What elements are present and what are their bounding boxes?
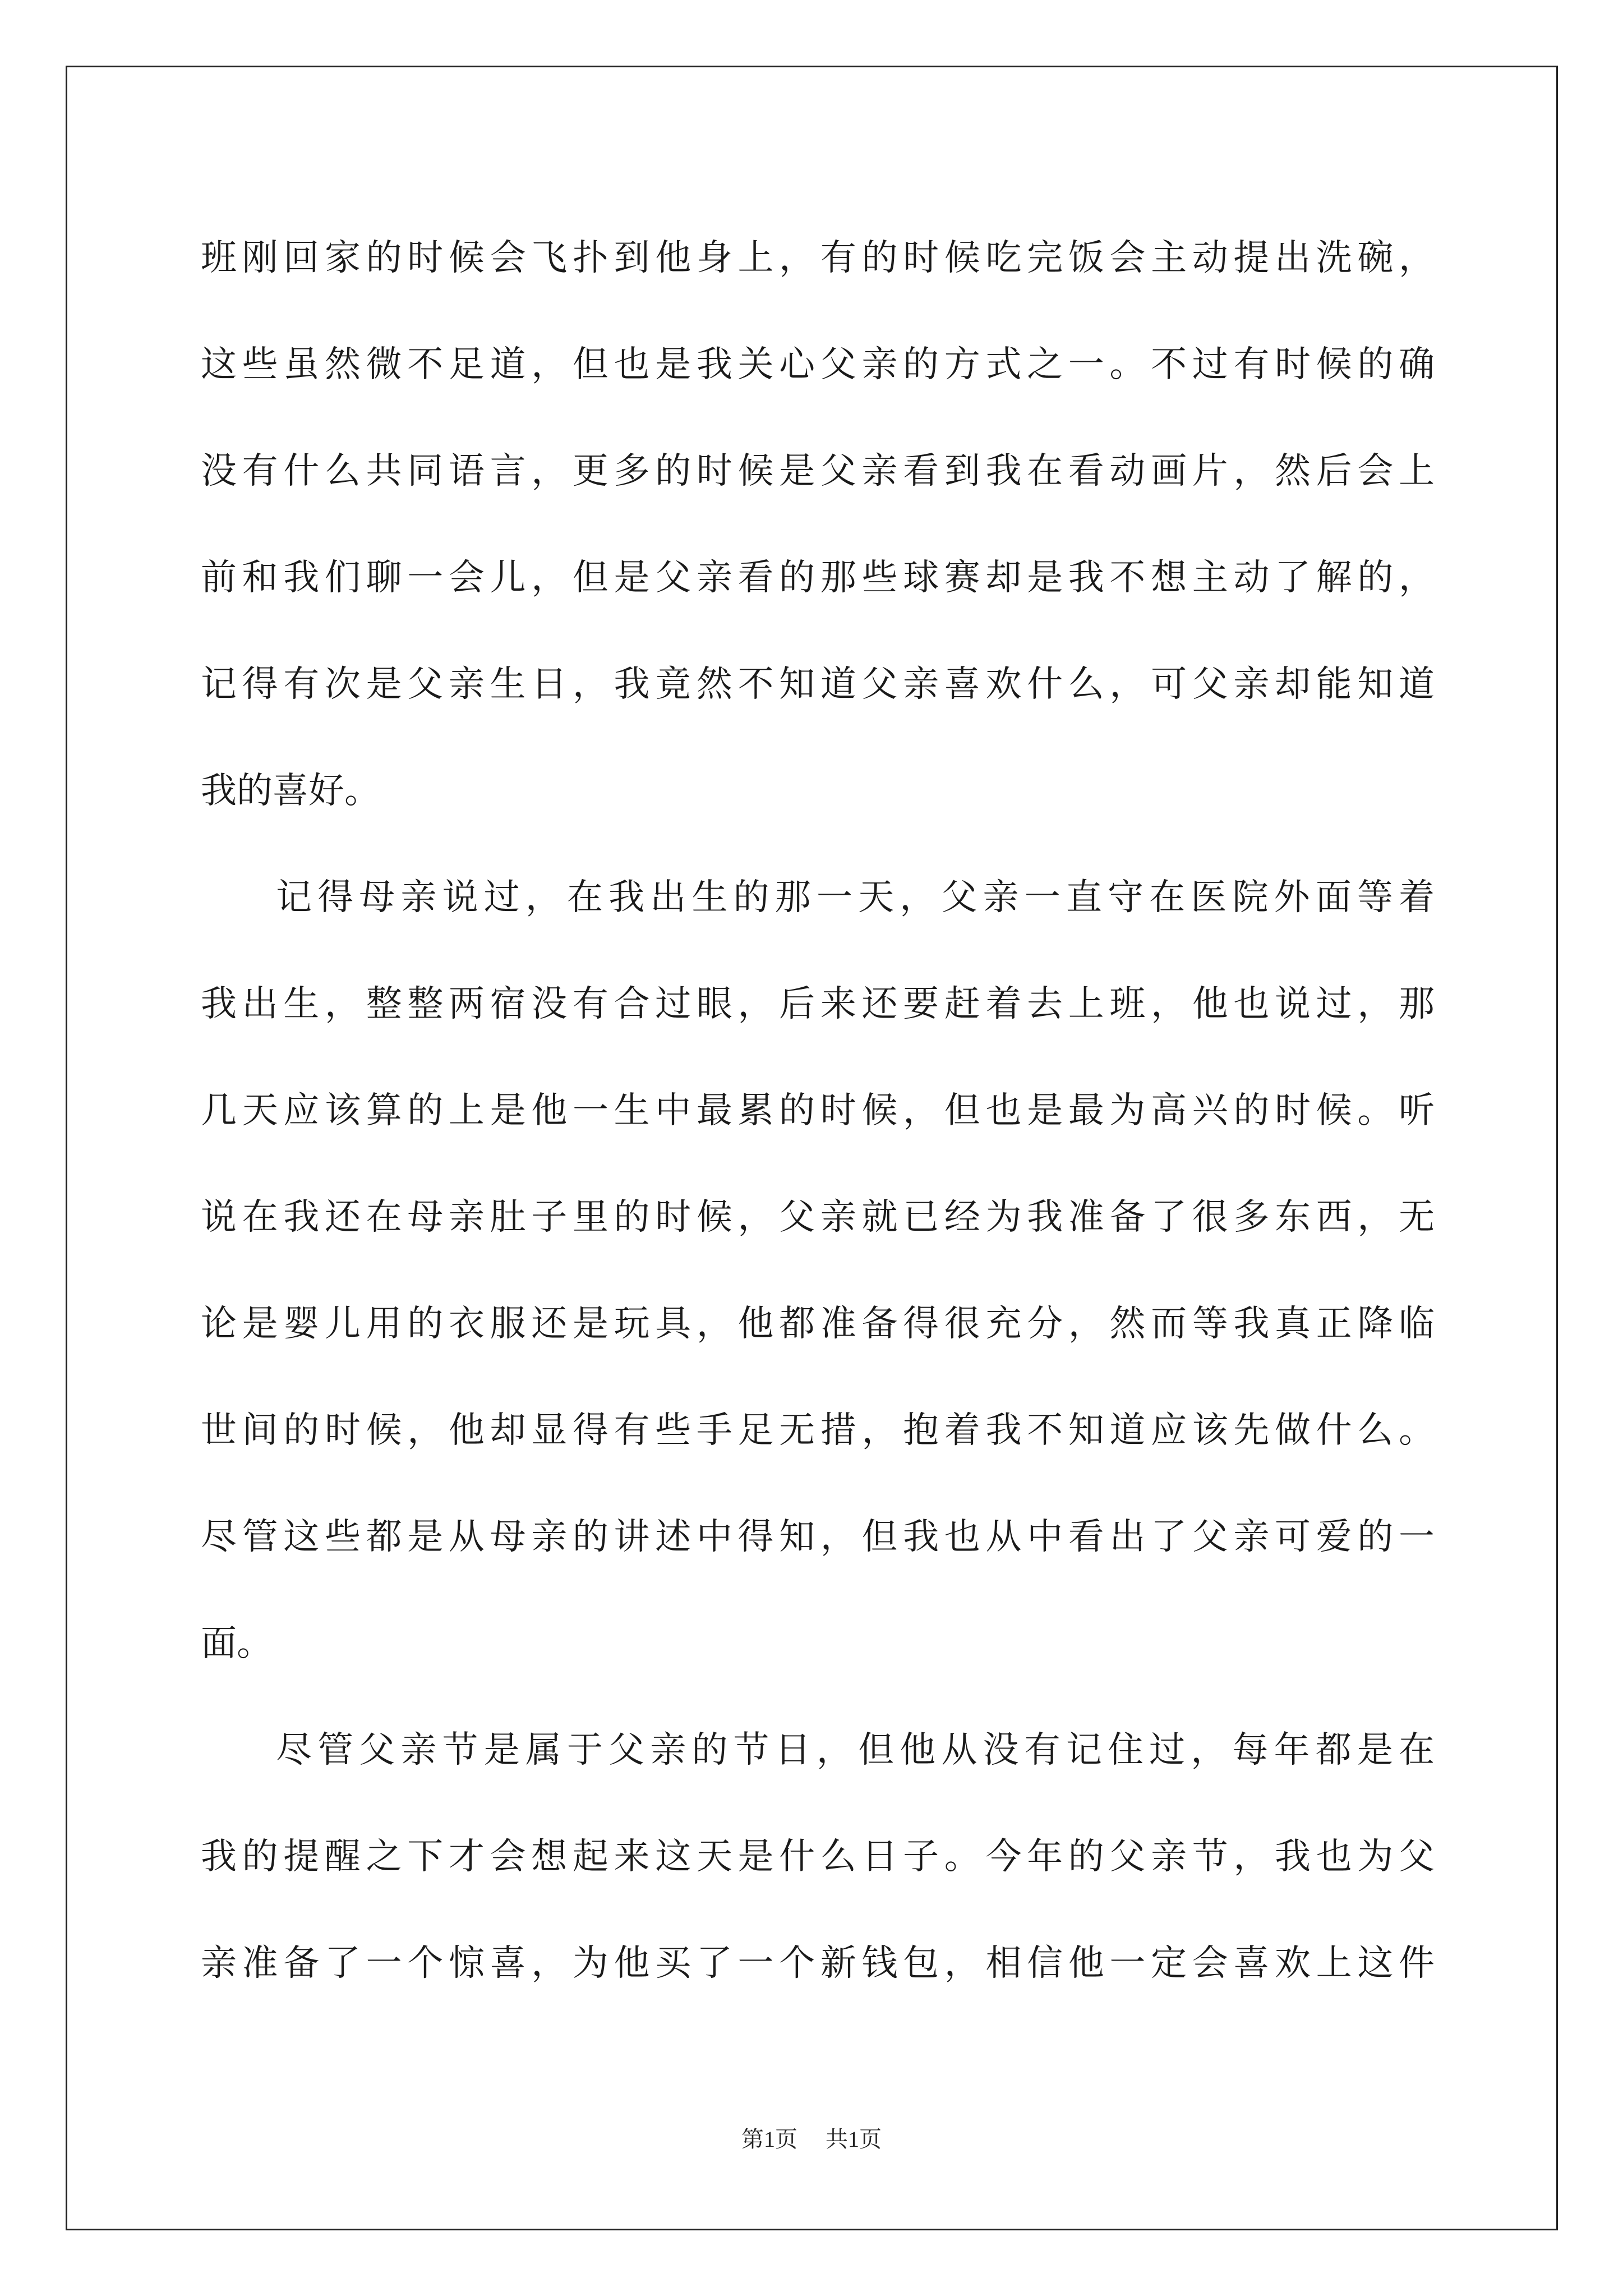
- text-line: 记得母亲说过，在我出生的那一天，父亲一直守在医院外面等着: [276, 877, 1435, 918]
- page-total: 共1页: [826, 2127, 882, 2152]
- text-line: 没有什么共同语言，更多的时候是父亲看到我在看动画片，然后会上: [201, 450, 1435, 492]
- paragraph-2: [201, 844, 1435, 1697]
- text-line: 我的喜好。: [201, 770, 380, 812]
- text-line: 世间的时候，他却显得有些手足无措，抱着我不知道应该先做什么。: [201, 1410, 1435, 1451]
- text-line: 我出生，整整两宿没有合过眼，后来还要赶着去上班，他也说过，那: [201, 983, 1435, 1025]
- text-line: 这些虽然微不足道，但也是我关心父亲的方式之一。不过有时候的确: [201, 344, 1435, 385]
- document-body: [201, 205, 1435, 2017]
- text-line: 我的提醒之下才会想起来这天是什么日子。今年的父亲节，我也为父: [201, 1836, 1435, 1878]
- text-line: 说在我还在母亲肚子里的时候，父亲就已经为我准备了很多东西，无: [201, 1197, 1435, 1238]
- paragraph-1: [201, 205, 1435, 844]
- text-line: 亲准备了一个惊喜，为他买了一个新钱包，相信他一定会喜欢上这件: [201, 1943, 1435, 1984]
- text-line: 前和我们聊一会儿，但是父亲看的那些球赛却是我不想主动了解的，: [201, 557, 1435, 599]
- text-line: 面。: [201, 1623, 273, 1664]
- text-line: 几天应该算的上是他一生中最累的时候，但也是最为高兴的时候。听: [201, 1090, 1435, 1131]
- paragraph-3: [201, 1697, 1435, 2017]
- page-number: 第1页: [741, 2127, 797, 2152]
- page-footer: [0, 2122, 1623, 2154]
- text-line: 尽管这些都是从母亲的讲述中得知，但我也从中看出了父亲可爱的一: [201, 1516, 1435, 1558]
- text-line: 论是婴儿用的衣服还是玩具，他都准备得很充分，然而等我真正降临: [201, 1303, 1435, 1345]
- text-line: 班刚回家的时候会飞扑到他身上，有的时候吃完饭会主动提出洗碗，: [201, 237, 1435, 279]
- text-line: 尽管父亲节是属于父亲的节日，但他从没有记住过，每年都是在: [276, 1729, 1435, 1771]
- text-line: 记得有次是父亲生日，我竟然不知道父亲喜欢什么，可父亲却能知道: [201, 664, 1435, 705]
